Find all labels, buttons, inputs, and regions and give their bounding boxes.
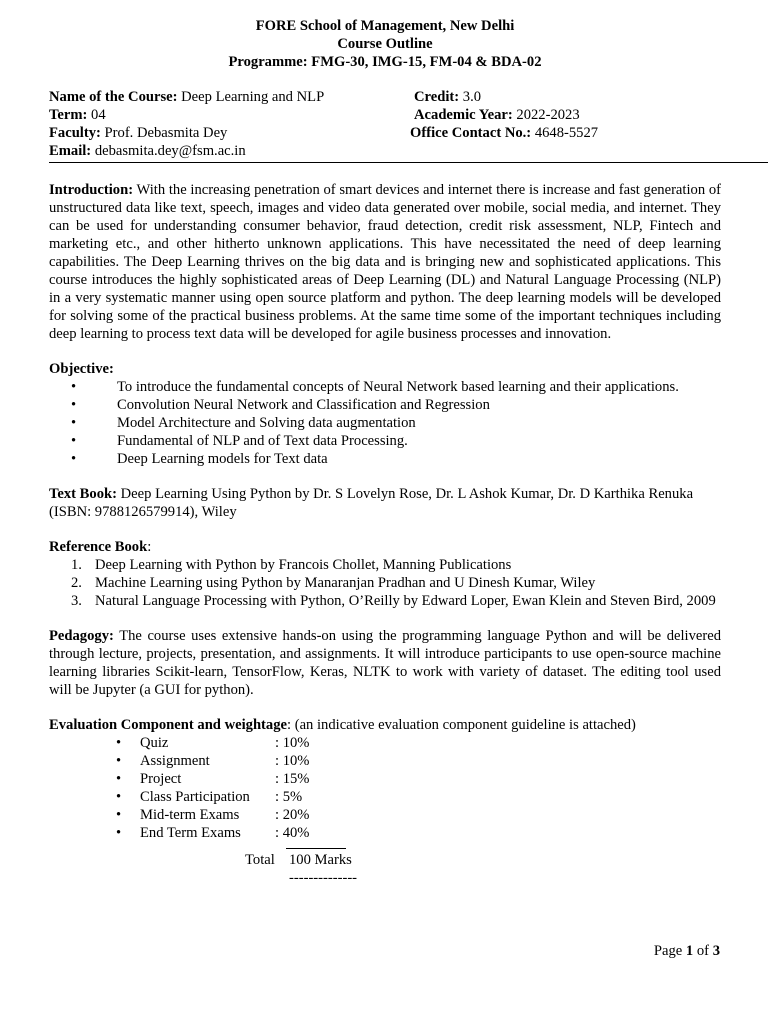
list-item: • Assignment : 10% xyxy=(116,753,310,769)
list-item: 2. Machine Learning using Python by Manaranjan Pradhan and U Dinesh Kumar, Wiley xyxy=(71,575,596,591)
textbook-label: Text Book: xyxy=(49,486,117,502)
document-title: Course Outline xyxy=(337,36,433,52)
email-value: debasmita.dey@fsm.ac.in xyxy=(94,143,246,159)
bullet-icon: • xyxy=(116,753,122,769)
textbook-text: Deep Learning Using Python by Dr. S Lovelyn Rose, Dr. L Ashok Kumar, Dr. D Karthika Renuka (ISBN: 9788126579914), Wiley xyxy=(49,486,694,520)
list-item: • Model Architecture and Solving data augmentation xyxy=(71,415,416,431)
bullet-icon: • xyxy=(116,825,122,841)
total-block xyxy=(49,842,721,896)
meta-row-course xyxy=(49,88,721,106)
credit-label: Credit: xyxy=(414,89,460,105)
list-item: • Convolution Neural Network and Classification and Regression xyxy=(71,397,490,413)
credit-value: 3.0 xyxy=(462,89,482,105)
textbook-section xyxy=(49,485,721,521)
bullet-icon: • xyxy=(71,415,77,431)
introduction-section xyxy=(49,181,721,343)
list-item: • Fundamental of NLP and of Text data Processing. xyxy=(71,433,408,449)
office-contact-label: Office Contact No.: xyxy=(410,125,532,141)
list-item: • Mid-term Exams : 20% xyxy=(116,807,310,823)
evaluation-note: : (an indicative evaluation component guideline is attached) xyxy=(287,717,636,733)
meta-row-email xyxy=(49,142,721,160)
email-label: Email: xyxy=(49,143,92,159)
header-divider xyxy=(49,162,768,163)
course-outline-page xyxy=(49,17,721,896)
bullet-icon: • xyxy=(116,735,122,751)
list-item: • Project : 15% xyxy=(116,771,310,787)
total-dash-rule: -------------- xyxy=(289,870,358,886)
list-item: 3. Natural Language Processing with Python, O’Reilly by Edward Loper, Ewan Klein and Steven Bird, 2009 xyxy=(71,593,716,609)
pedagogy-label: Pedagogy: xyxy=(49,628,114,644)
pedagogy-text: The course uses extensive hands-on using the programming language Python and will be delivered through lecture, projects, presentation, and assignments. It will introduce participants to use open-source machine learning libraries Scikit-learn, TensorFlow, Keras, NLTK to work with variety of dataset. The editing tool used will be Jupyter (a GUI for python). xyxy=(49,628,722,698)
bullet-icon: • xyxy=(71,451,77,467)
list-item: • End Term Exams : 40% xyxy=(116,825,310,841)
total-underline xyxy=(286,848,346,849)
bullet-icon: • xyxy=(71,379,77,395)
academic-year-value: 2022-2023 xyxy=(516,107,580,123)
course-name-value: Deep Learning and NLP xyxy=(181,89,325,105)
page-of: of xyxy=(696,943,710,959)
list-item: 1. Deep Learning with Python by Francois Chollet, Manning Publications xyxy=(71,557,512,573)
page-total: 3 xyxy=(712,943,720,959)
objective-section xyxy=(49,360,721,468)
total-label: Total xyxy=(245,852,275,868)
page-number: 1 xyxy=(685,943,694,959)
objective-list xyxy=(49,378,721,468)
term-value: 04 xyxy=(91,107,106,123)
faculty-value: Prof. Debasmita Dey xyxy=(104,125,228,141)
reference-label: Reference Book xyxy=(49,539,148,555)
bullet-icon: • xyxy=(71,397,77,413)
school-name: FORE School of Management, New Delhi xyxy=(255,18,515,34)
office-contact-value: 4648-5527 xyxy=(534,125,599,141)
page-footer xyxy=(654,942,720,960)
list-item: • To introduce the fundamental concepts of Neural Network based learning and their applications. xyxy=(71,379,679,395)
bullet-icon: • xyxy=(116,771,122,787)
reference-list xyxy=(49,556,721,610)
list-item: • Class Participation : 5% xyxy=(116,789,303,805)
faculty-label: Faculty: xyxy=(49,125,101,141)
evaluation-section xyxy=(49,716,721,896)
bullet-icon: • xyxy=(71,433,77,449)
reference-section: Reference Book: 1. Deep Learning with Python by Francois Chollet, Manning Publications 2. Machine Learning using Python by Manaranjan Pradhan and U Dinesh Kumar, Wiley 3. Natural Language Processing with Python, O’Reilly by Edward Loper, Ewan Klein and Steven Bird, 2009 xyxy=(49,538,721,610)
academic-year-label: Academic Year: xyxy=(414,107,513,123)
course-meta xyxy=(49,88,721,160)
list-item: • Quiz : 10% xyxy=(116,735,310,751)
term-label: Term: xyxy=(49,107,88,123)
document-header xyxy=(49,17,721,71)
total-value: 100 Marks xyxy=(289,852,352,868)
pedagogy-section xyxy=(49,627,721,699)
evaluation-label: Evaluation Component and weightage xyxy=(49,717,287,733)
meta-row-faculty xyxy=(49,124,721,142)
bullet-icon: • xyxy=(116,789,122,805)
introduction-label: Introduction: xyxy=(49,182,134,198)
objective-label: Objective: xyxy=(49,361,114,377)
list-item: • Deep Learning models for Text data xyxy=(71,451,328,467)
meta-row-term xyxy=(49,106,721,124)
course-name-label: Name of the Course: xyxy=(49,89,178,105)
introduction-text: With the increasing penetration of smart devices and internet there is increase and fast generation of unstructured data like text, speech, images and video data generated over mobile, social media, and internet. They can be used for understanding consumer behavior, fraud detection, credit risk assessment, NLP, Fintech and marketing etc., and other hitherto unknown applications. This have necessitated the need of deep learning capabilities. The Deep Learning thrives on the big data and is bringing new and sophisticated applications. This course introduces the highly sophisticated areas of Deep Learning (DL) and Natural Language Processing (NLP) in a very systematic manner using open source platform and python. The deep learning models will be developed for solving some of the practical business problems. At the same time some of the important techniques including deep learning to process text data will be developed for agile business processes and innovation. xyxy=(49,182,721,342)
programme-line: Programme: FMG-30, IMG-15, FM-04 & BDA-02 xyxy=(228,54,542,70)
evaluation-list xyxy=(49,734,721,842)
bullet-icon: • xyxy=(116,807,122,823)
page-prefix: Page xyxy=(653,943,683,959)
